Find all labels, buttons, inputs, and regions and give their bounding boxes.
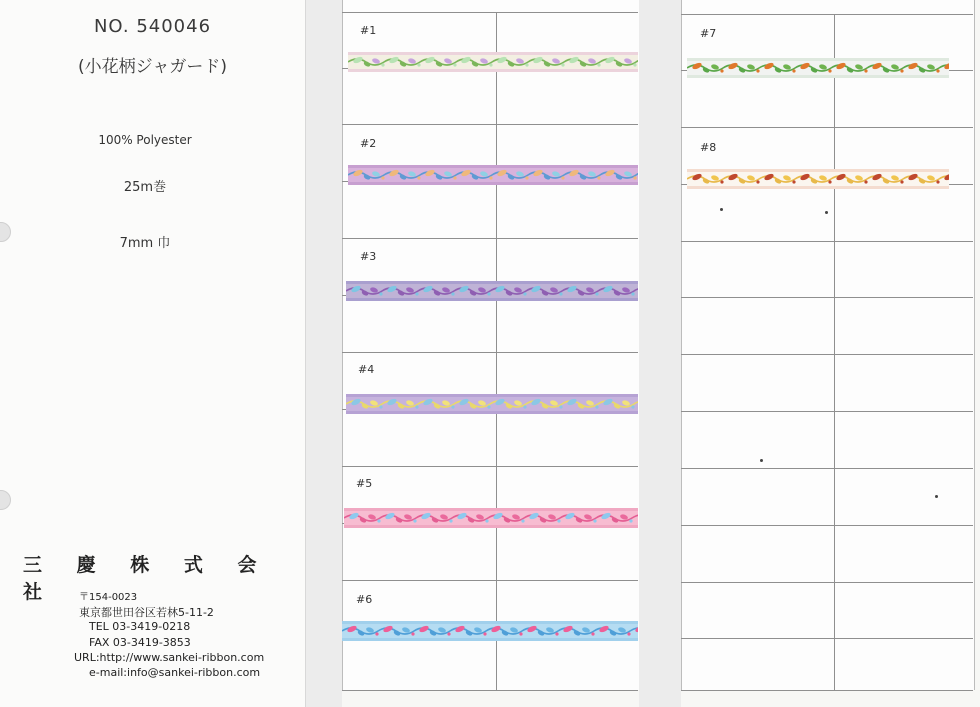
product-number: NO. 540046	[93, 16, 212, 37]
ribbon-pattern	[348, 52, 638, 72]
grid-line	[681, 297, 973, 298]
ribbon-pattern	[342, 621, 638, 641]
grid-line	[681, 127, 973, 128]
ribbon-pattern	[687, 169, 949, 189]
company-url[interactable]: URL:http://www.sankei-ribbon.com	[74, 651, 265, 664]
ribbon-pattern	[687, 58, 949, 78]
grid-line	[681, 411, 973, 412]
speck	[825, 211, 828, 214]
grid-line	[681, 241, 973, 242]
ribbon-pattern	[348, 165, 638, 185]
ribbon-swatch	[344, 508, 638, 528]
sample-label: #5	[356, 477, 373, 490]
grid-line	[342, 238, 638, 239]
ribbon-pattern	[346, 281, 638, 301]
product-info-panel	[0, 0, 306, 707]
page-gap	[306, 0, 342, 707]
grid-line	[681, 638, 973, 639]
ribbon-swatch	[687, 169, 949, 189]
grid-line	[342, 580, 638, 581]
ribbon-pattern	[346, 394, 638, 414]
grid-line	[834, 14, 835, 690]
grid-line	[342, 12, 638, 13]
sample-sheet-right	[681, 0, 975, 690]
sample-label: #8	[700, 141, 717, 154]
postal-code: 〒154-0023	[79, 592, 138, 603]
grid-line	[342, 352, 638, 353]
ribbon-swatch	[348, 165, 638, 185]
grid-line	[681, 468, 973, 469]
grid-line	[681, 525, 973, 526]
company-tel: TEL 03-3419-0218	[89, 620, 191, 633]
speck	[720, 208, 723, 211]
product-name: (小花柄ジャガード)	[78, 57, 227, 77]
sample-label: #7	[700, 27, 717, 40]
sample-label: #4	[358, 363, 375, 376]
product-width: 7mm 巾	[119, 236, 171, 251]
product-length: 25m巻	[123, 180, 167, 195]
company-fax: FAX 03-3419-3853	[89, 636, 191, 649]
punch-hole	[0, 490, 11, 510]
product-material: 100% Polyester	[98, 133, 192, 147]
company-email[interactable]: e-mail:info@sankei-ribbon.com	[89, 666, 261, 679]
speck	[760, 459, 763, 462]
grid-line	[681, 690, 973, 691]
speck	[935, 495, 938, 498]
ribbon-swatch	[346, 281, 638, 301]
page-gap	[639, 0, 681, 707]
grid-line	[681, 14, 973, 15]
sample-label: #2	[360, 137, 377, 150]
sample-label: #6	[356, 593, 373, 606]
sample-label: #1	[360, 24, 377, 37]
grid-line	[342, 466, 638, 467]
company-address: 東京都世田谷区若林5-11-2	[79, 606, 214, 619]
sample-label: #3	[360, 250, 377, 263]
grid-line	[496, 12, 497, 690]
sample-sheet-left	[342, 0, 640, 690]
grid-line	[342, 690, 638, 691]
ribbon-swatch	[342, 621, 638, 641]
ribbon-swatch	[348, 52, 638, 72]
ribbon-swatch	[346, 394, 638, 414]
company-name: 三 慶 株 式 会 社	[23, 554, 271, 603]
grid-line	[681, 582, 973, 583]
grid-line	[342, 124, 638, 125]
ribbon-pattern	[344, 508, 638, 528]
ribbon-swatch	[687, 58, 949, 78]
grid-line	[681, 354, 973, 355]
